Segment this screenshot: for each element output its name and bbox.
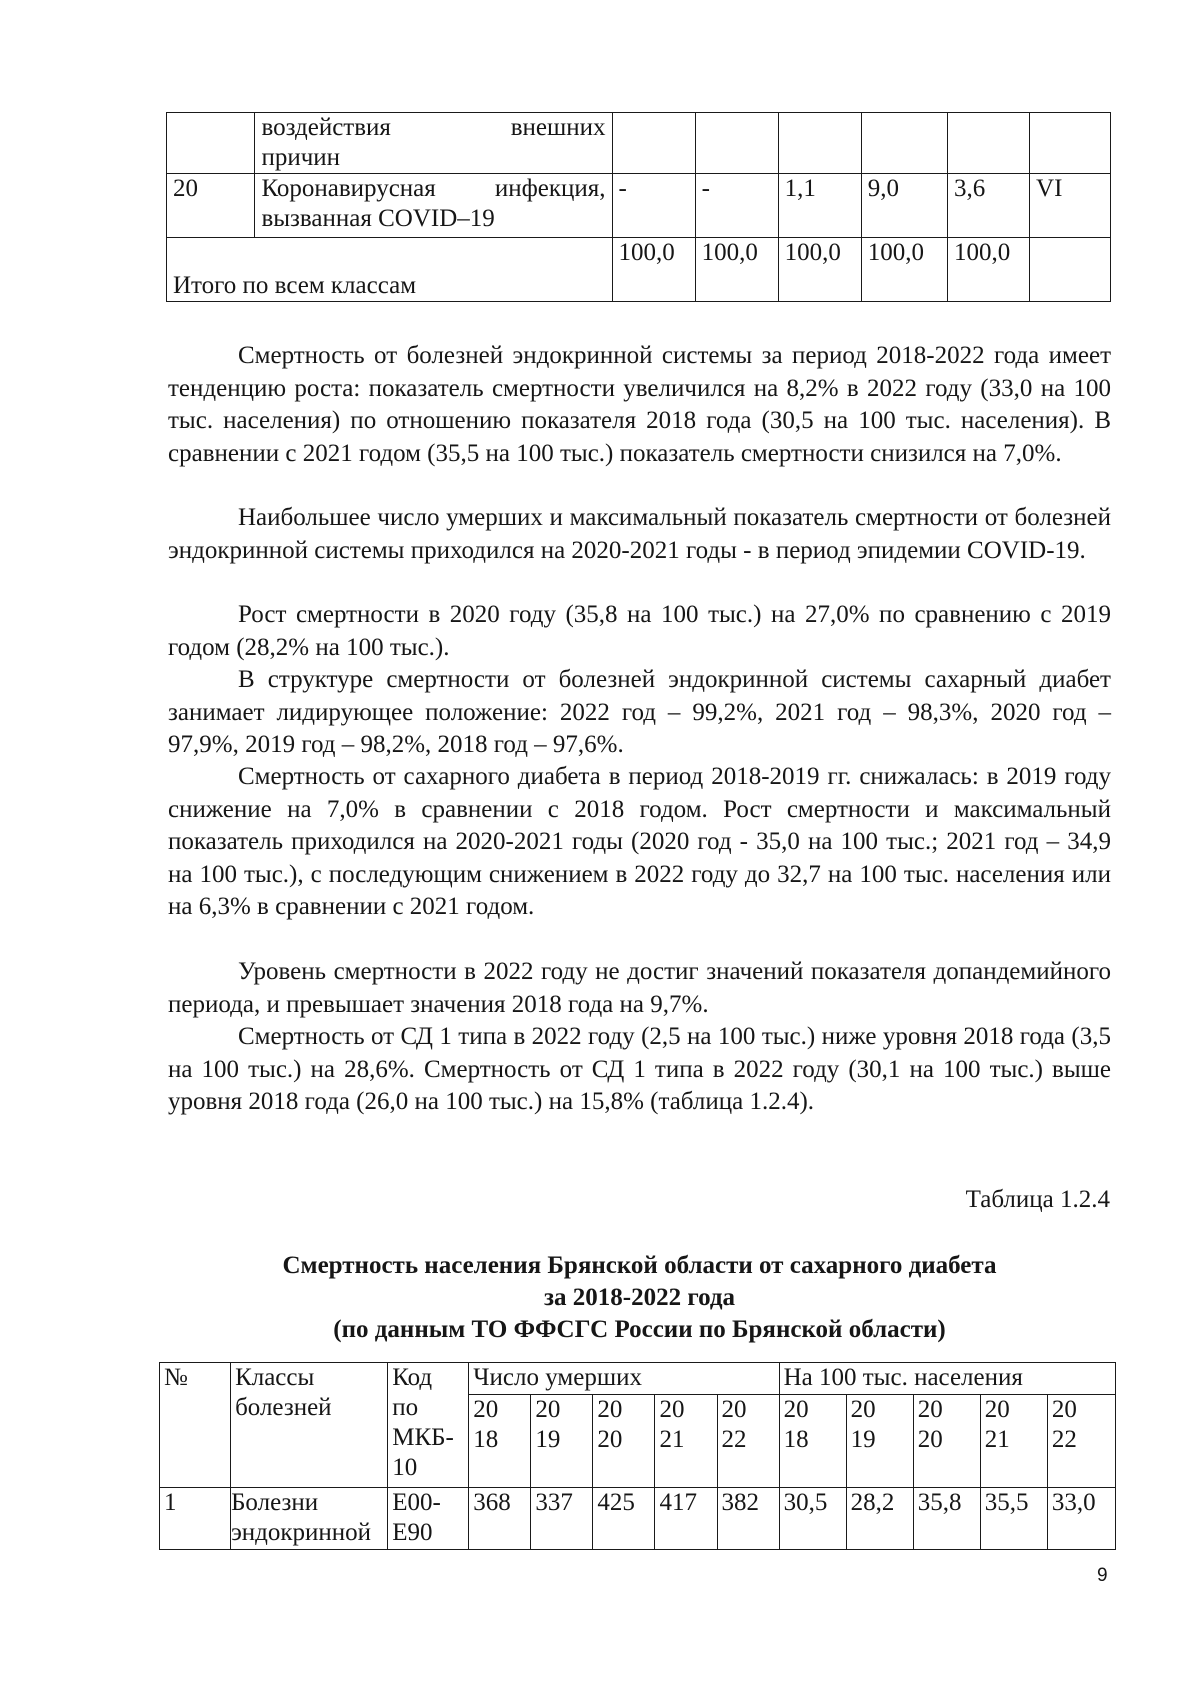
year-cell: 20 21 — [655, 1395, 717, 1488]
table-row — [167, 113, 1111, 174]
rate-value: 35,8 — [913, 1488, 980, 1550]
header-line: болезней — [235, 1394, 332, 1421]
table-row — [160, 1488, 1116, 1550]
class-name-cell — [255, 113, 612, 174]
value-cell: - — [695, 174, 778, 238]
year-cell: 20 18 — [469, 1395, 531, 1488]
value-cell: 3,6 — [948, 174, 1030, 238]
total-value: 100,0 — [948, 238, 1030, 302]
total-row — [167, 238, 1111, 302]
header-line: МКБ- — [392, 1424, 454, 1451]
rate-value: 30,5 — [779, 1488, 846, 1550]
total-value: 100,0 — [612, 238, 695, 302]
value-cell: - — [612, 174, 695, 238]
value-cell — [948, 113, 1030, 174]
header-line: по — [392, 1394, 419, 1421]
year-cell: 20 22 — [717, 1395, 779, 1488]
year-cell: 20 20 — [913, 1395, 980, 1488]
header-per100k: На 100 тыс. населения — [779, 1363, 1115, 1395]
value-cell: VI — [1030, 174, 1111, 238]
header-code — [388, 1363, 469, 1488]
header-deaths: Число умерших — [469, 1363, 779, 1395]
body-paragraph: Смертность от болезней эндокринной системы за период 2018-2022 года имеет тенденцию роста: показатель смертности увеличился на 8,2% в 2022 году (33,0 на 100 тыс. населения) по отношению показателя 2018 года (30,5 на 100 тыс. населения). В сравнении с 2021 годом (35,5 на 100 тыс.) показатель смертности снизился на 7,0%. — [168, 342, 1111, 467]
deaths-value: 337 — [531, 1488, 593, 1550]
header-line: Классы — [235, 1364, 315, 1391]
class-name-line: вызванная COVID–19 — [261, 205, 495, 232]
diabetes-mortality-table — [159, 1362, 1116, 1550]
body-paragraph: Уровень смертности в 2022 году не достиг значений показателя допандемийного периода, и превышает значения 2018 года на 9,7%. — [168, 958, 1111, 1018]
value-cell: 9,0 — [861, 174, 947, 238]
page-number: 9 — [1097, 1565, 1108, 1586]
header-num: № — [160, 1363, 231, 1488]
year-cell: 20 18 — [779, 1395, 846, 1488]
year-cell: 20 21 — [980, 1395, 1047, 1488]
value-cell — [861, 113, 947, 174]
year-cell: 20 19 — [531, 1395, 593, 1488]
deaths-value: 425 — [593, 1488, 655, 1550]
header-line: 10 — [392, 1454, 418, 1481]
class-name-cell: Болезни эндокринной — [231, 1488, 388, 1550]
body-paragraph: Наибольшее число умерших и максимальный показатель смертности от болезней эндокринной системы приходился на 2020-2021 годы - в период эпидемии COVID-19. — [168, 504, 1111, 564]
value-cell — [778, 113, 861, 174]
total-value: 100,0 — [695, 238, 778, 302]
body-paragraph: Смертность от сахарного диабета в период 2018-2019 гг. снижалась: в 2019 году снижение на 7,0% в сравнении с 2018 годом. Рост смертности и максимальный показатель приходился на 2020-2021 годы (2020 год - 35,0 на 100 тыс.; 2021 год – 34,9 на 100 тыс.), с последующим снижением в 2022 году до 32,7 на 100 тыс. населения или на 6,3% в сравнении с 2021 годом. — [168, 763, 1111, 920]
row-number — [167, 113, 255, 174]
rate-value: 33,0 — [1047, 1488, 1115, 1550]
header-line: Код — [392, 1364, 433, 1391]
total-value: 100,0 — [778, 238, 861, 302]
table-title-line: за 2018-2022 года — [543, 1284, 736, 1311]
body-paragraph: Смертность от СД 1 типа в 2022 году (2,5 на 100 тыс.) ниже уровня 2018 года (3,5 на 100 тыс.) на 28,6%. Смертность от СД 1 типа в 2022 году (30,1 на 100 тыс.) выше уровня 2018 года (26,0 на 100 тыс.) на 15,8% (таблица 1.2.4). — [168, 1023, 1111, 1115]
year-cell: 20 22 — [1047, 1395, 1115, 1488]
class-name-line: Коронавирусная инфекция, — [261, 175, 606, 202]
row-number: 20 — [167, 174, 255, 238]
total-value — [1030, 238, 1111, 302]
class-name-cell — [255, 174, 612, 238]
icd-code-cell: E00- E90 — [388, 1488, 469, 1550]
header-row — [160, 1363, 1116, 1395]
class-name-line: причин — [261, 144, 341, 171]
total-value: 100,0 — [861, 238, 947, 302]
table-title-line: (по данным ТО ФФСГС России по Брянской области) — [333, 1316, 946, 1343]
value-cell — [612, 113, 695, 174]
rate-value: 28,2 — [846, 1488, 913, 1550]
header-classes — [231, 1363, 388, 1488]
total-label: Итого по всем классам — [167, 238, 613, 302]
value-cell — [695, 113, 778, 174]
body-paragraph: В структуре смертности от болезней эндокринной системы сахарный диабет занимает лидирующее положение: 2022 год – 99,2%, 2021 год – 98,3%, 2020 год – 97,9%, 2019 год – 98,2%, 2018 год – 97,6%. — [168, 666, 1111, 758]
deaths-value: 368 — [469, 1488, 531, 1550]
rate-value: 35,5 — [980, 1488, 1047, 1550]
table-title-line: Смертность населения Брянской области от сахарного диабета — [282, 1252, 997, 1279]
body-paragraph: Рост смертности в 2020 году (35,8 на 100 тыс.) на 27,0% по сравнению с 2019 годом (28,2% на 100 тыс.). — [168, 601, 1111, 661]
row-number: 1 — [160, 1488, 231, 1550]
table-caption: Таблица 1.2.4 — [965, 1186, 1110, 1213]
value-cell: 1,1 — [778, 174, 861, 238]
deaths-value: 382 — [717, 1488, 779, 1550]
year-cell: 20 19 — [846, 1395, 913, 1488]
mortality-structure-table — [166, 112, 1111, 302]
value-cell — [1030, 113, 1111, 174]
table-row — [167, 174, 1111, 238]
year-cell: 20 20 — [593, 1395, 655, 1488]
deaths-value: 417 — [655, 1488, 717, 1550]
class-name-line: воздействия внешних — [261, 114, 606, 141]
